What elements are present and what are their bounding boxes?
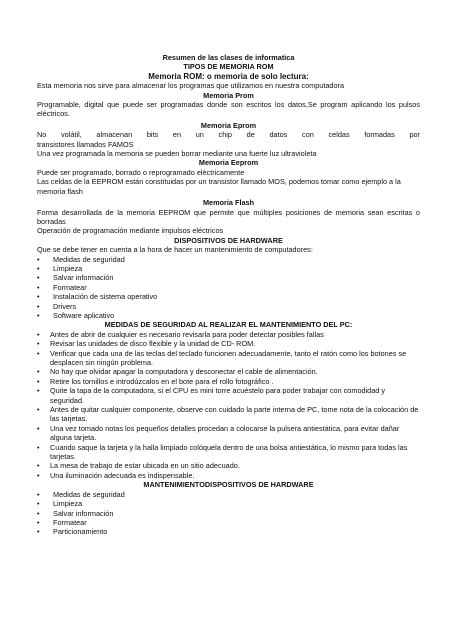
list-item: • Medidas de seguridad: [37, 490, 420, 499]
list-item: • Instalación de sistema operativo: [37, 292, 420, 301]
list-item: • Revisar las unidades de disco flexible y la unidad de CD- ROM.: [37, 339, 420, 348]
paragraph-rom: Esta memoria nos sirve para almacenar los programas que utilizamos en nuestra computadora: [37, 81, 345, 91]
list-item: • Quite la tapa de la computadora, si el CPU es mini torre acuéstelo para poder trabajar con comodidad y seguridad.: [37, 386, 420, 405]
heading-memoria-rom: Memoria ROM: o memoria de solo lectura:: [148, 71, 309, 81]
paragraph-eprom-1: No volátil, almacenan bits en un chip de datos con celdas formadas por: [37, 130, 420, 140]
list-maintenance-dispositivos: [37, 490, 420, 537]
list-item: • Verificar que cada una de las teclas del teclado funcionen adecuadamente, tanto el ratón como los botones se desplacen sin ningún problema.: [37, 349, 420, 368]
heading-memoria-eprom: Memoria Eprom: [200, 120, 257, 130]
document-page: [37, 53, 420, 537]
list-item: • No hay que olvidar apagar la computadora y desconectar el cable de alimentación.: [37, 367, 420, 376]
list-item: • Una vez tomado notas los pequeños detalles procedan a colocarse la pulsera antiestática, para evitar dañar alguna tarjeta.: [37, 424, 420, 443]
list-item: • Particionamiento: [37, 527, 420, 536]
paragraph-flash-1: Forma desarrollada de la memoria EEPROM que permite que múltiples posiciones de memoria sean escritas o borradas: [37, 207, 420, 226]
heading-mantenimiento-dispositivos: MANTENIMIENTODISPOSITIVOS DE HARDWARE: [143, 480, 314, 490]
heading-medidas-seguridad: MEDIDAS DE SEGURIDAD AL REALIZAR EL MANTENIMIENTO DEL PC:: [104, 320, 353, 330]
paragraph-eprom-2: transistores llamados FAMOS: [37, 139, 134, 149]
paragraph-eprom-3: Una vez programada la memoria se pueden borrar mediante una fuerte luz ultravioleta: [37, 149, 317, 159]
list-item: • Medidas de seguridad: [37, 255, 420, 264]
list-item: • Retire los tornillos e introdúzcalos en el bote para el rollo fotográfico .: [37, 377, 420, 386]
paragraph-eeprom-2: Las celdas de la EEPROM están constituidas por un transistor llamado MOS, podemos tomar como ejemplo a la memoria flash: [37, 177, 401, 196]
paragraph-prom: Programable, digital que puede ser programadas donde son escritos los datos,Se program aplicando los pulsos eléctricos.: [37, 100, 420, 119]
list-safety-measures: [37, 330, 420, 481]
list-item: • Salvar información: [37, 509, 420, 518]
paragraph-eeprom-1: Puede ser programado, borrado o reprogramado eléctricamente: [37, 167, 245, 177]
list-item: • Limpieza: [37, 264, 420, 273]
list-item: • Formatear: [37, 283, 420, 292]
list-item: • Antes de abrir de cualquier es necesario revisarla para poder detectar posibles fallas: [37, 330, 420, 339]
list-maintenance-steps: [37, 255, 420, 321]
list-item: • Formatear: [37, 518, 420, 527]
list-item: • Limpieza: [37, 499, 420, 508]
document-title: Resumen de las clases de informatica: [162, 53, 295, 62]
heading-memoria-prom: Memoria Prom: [203, 90, 254, 100]
list-item: • La mesa de trabajo de estar ubicada en un sitio adecuado.: [37, 461, 420, 470]
list-item: • Cuando saque la tarjeta y la halla limpiado colóquela dentro de una bolsa antiestática, lo mismo para todas las tarjetas.: [37, 443, 420, 462]
list-item: • Antes de quitar cualquier componente, observe con cuidado la parte interna de PC, tome nota de la colocación de las tarjetas.: [37, 405, 420, 424]
heading-memoria-eeprom: Memoria Eeprom: [198, 158, 259, 168]
heading-dispositivos-hardware: DISPOSITIVOS DE HARDWARE: [174, 235, 283, 245]
paragraph-flash-2: Operación de programación mediante impulsos eléctricos: [37, 226, 224, 236]
paragraph-dispositivos-intro: Que se debe tener en cuenta a la hora de hacer un mantenimiento de computadores:: [37, 245, 313, 255]
heading-memoria-flash: Memoria Flash: [202, 198, 255, 208]
list-item: • Software aplicativo: [37, 311, 420, 320]
list-item: • Una iluminación adecuada es indispensable.: [37, 471, 420, 480]
list-item: • Drivers: [37, 302, 420, 311]
section-title-rom-types: TIPOS DE MEMORIA ROM: [183, 62, 274, 72]
list-item: • Salvar información: [37, 273, 420, 282]
